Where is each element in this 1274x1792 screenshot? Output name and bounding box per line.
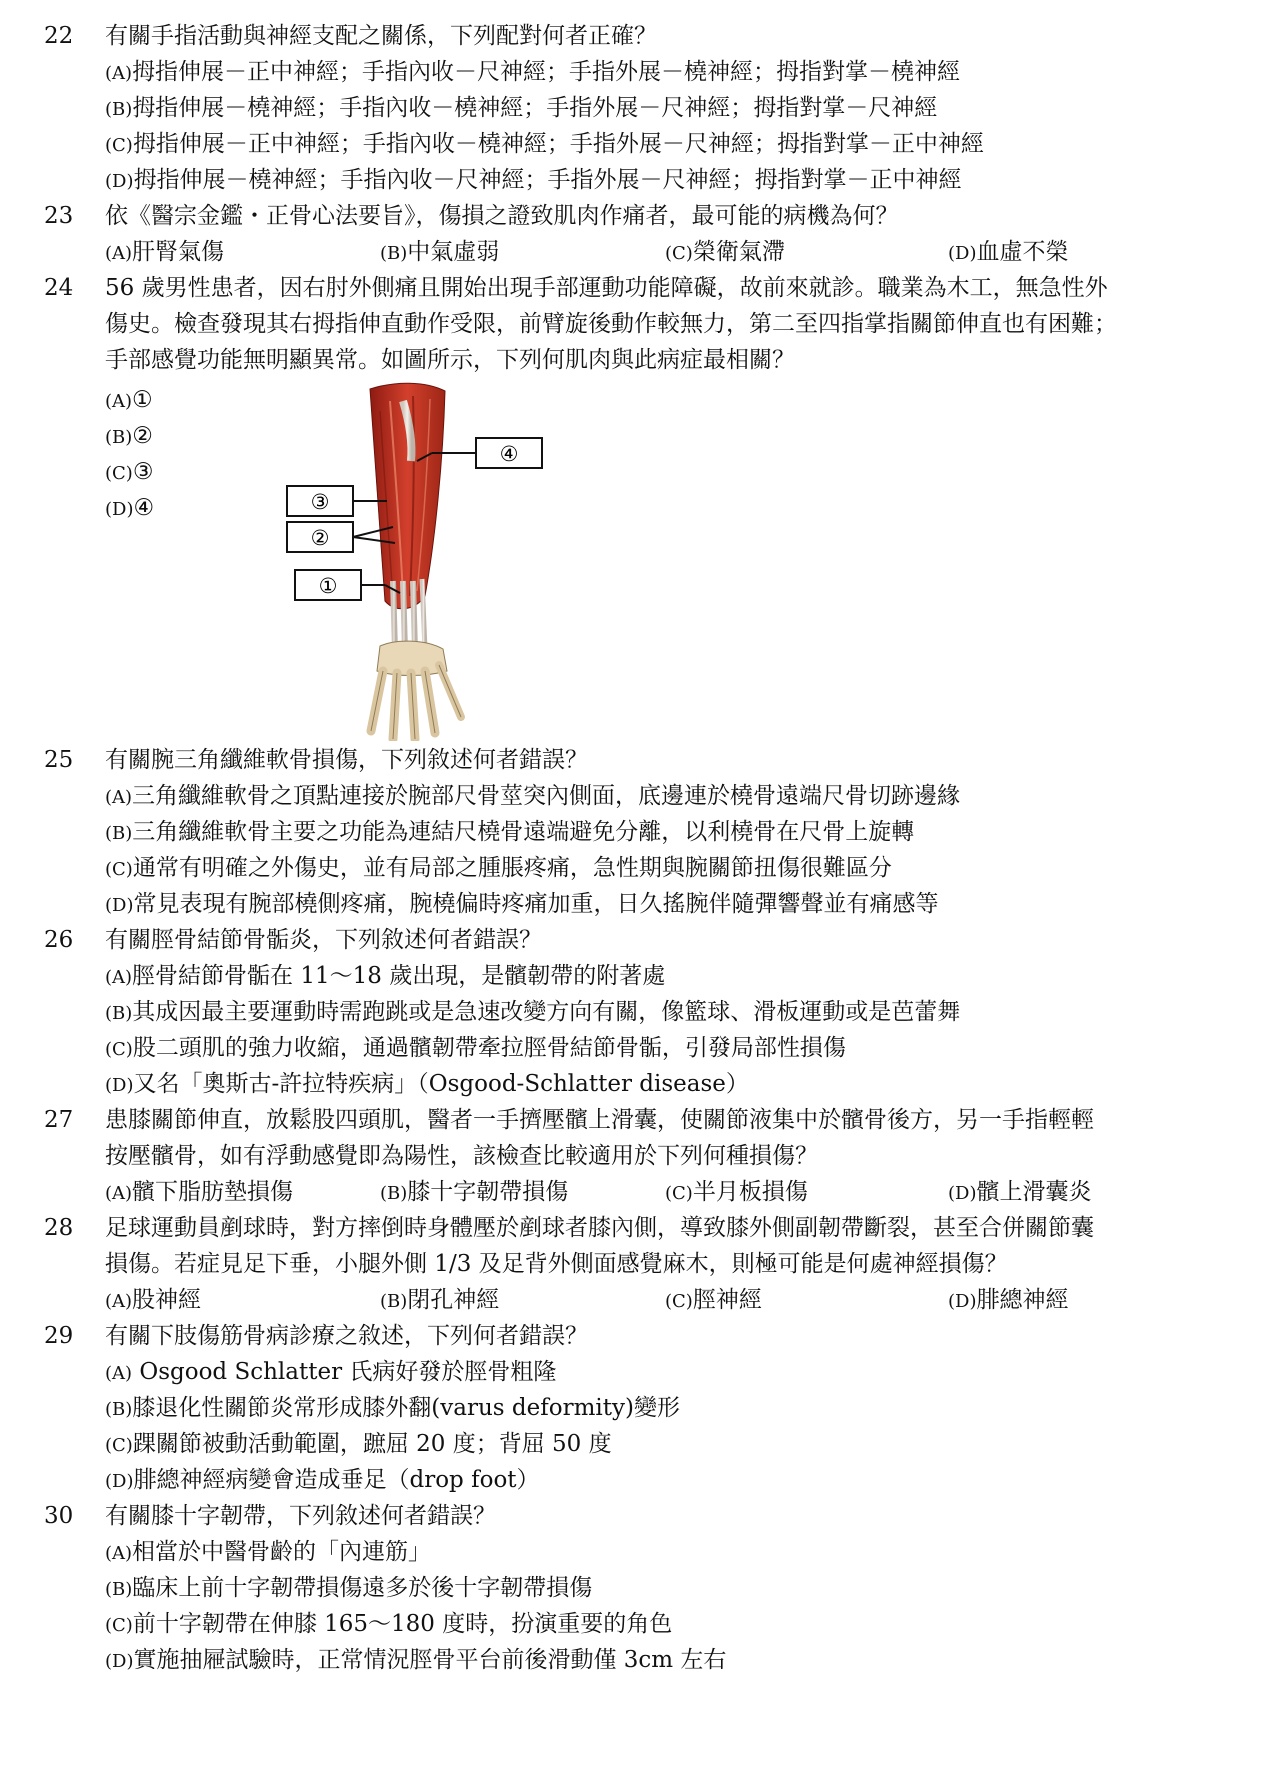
option-a[interactable]: (A) Osgood Schlatter 氏病好發於脛骨粗隆 <box>105 1359 557 1385</box>
option-b[interactable]: (B)其成因最主要運動時需跑跳或是急速改變方向有關，像籃球、滑板運動或是芭蕾舞 <box>105 999 961 1025</box>
option-b[interactable]: (B)膝十字韌帶損傷 <box>380 1179 569 1205</box>
question-number: 25 <box>44 747 74 773</box>
option-c[interactable]: (C)股二頭肌的強力收縮，通過髕韌帶牽拉脛骨結節骨骺，引發局部性損傷 <box>105 1035 846 1061</box>
option-d[interactable]: (D)髕上滑囊炎 <box>948 1179 1092 1205</box>
question-stem: 有關膝十字韌帶，下列敘述何者錯誤？ <box>105 1503 496 1529</box>
label-3: ③ <box>310 490 330 514</box>
option-d[interactable]: (D)實施抽屜試驗時，正常情況脛骨平台前後滑動僅 3cm 左右 <box>105 1647 727 1673</box>
option-d[interactable]: (D)④ <box>105 495 155 521</box>
option-d[interactable]: (D)常見表現有腕部橈側疼痛，腕橈偏時疼痛加重，日久搖腕伴隨彈響聲並有痛感等 <box>105 891 939 917</box>
option-b[interactable]: (B)臨床上前十字韌帶損傷遠多於後十字韌帶損傷 <box>105 1575 593 1601</box>
option-b[interactable]: (B)三角纖維軟骨主要之功能為連結尺橈骨遠端避免分離，以利橈骨在尺骨上旋轉 <box>105 819 915 845</box>
option-d[interactable]: (D)腓總神經 <box>948 1287 1069 1313</box>
option-b[interactable]: (B)拇指伸展－橈神經；手指內收－橈神經；手指外展－尺神經；拇指對掌－尺神經 <box>105 95 938 121</box>
option-b[interactable]: (B)② <box>105 423 153 449</box>
option-a[interactable]: (A)股神經 <box>105 1287 202 1313</box>
question-stem: 有關脛骨結節骨骺炎，下列敘述何者錯誤？ <box>105 927 542 953</box>
option-d[interactable]: (D)又名「奧斯古-許拉特疾病」（Osgood-Schlatter disease） <box>105 1071 749 1097</box>
option-d[interactable]: (D)腓總神經病變會造成垂足（drop foot） <box>105 1467 540 1493</box>
question-number: 29 <box>44 1323 74 1349</box>
option-d[interactable]: (D)拇指伸展－橈神經；手指內收－尺神經；手指外展－尺神經；拇指對掌－正中神經 <box>105 167 962 193</box>
question-stem-line: 患膝關節伸直，放鬆股四頭肌，醫者一手擠壓髕上滑囊，使關節液集中於髕骨後方，另一手指輕輕 <box>105 1107 1094 1133</box>
question-stem-line: 56 歲男性患者，因右肘外側痛且開始出現手部運動功能障礙，故前來就診。職業為木工，無急性外 <box>105 275 1108 301</box>
option-c[interactable]: (C)半月板損傷 <box>665 1179 808 1205</box>
option-c[interactable]: (C)脛神經 <box>665 1287 762 1313</box>
forearm-muscle-figure <box>285 381 615 741</box>
question-number: 22 <box>44 23 74 49</box>
question-number: 30 <box>44 1503 74 1529</box>
label-1: ① <box>318 574 338 598</box>
question-stem-line: 損傷。若症見足下垂，小腿外側 1/3 及足背外側面感覺麻木，則極可能是何處神經損傷？ <box>105 1251 1008 1277</box>
option-a[interactable]: (A)相當於中醫骨齡的「內連筋」 <box>105 1539 432 1565</box>
question-number: 24 <box>44 275 74 301</box>
option-b[interactable]: (B)閉孔神經 <box>380 1287 500 1313</box>
option-b[interactable]: (B)膝退化性關節炎常形成膝外翻(varus deformity)變形 <box>105 1395 680 1421</box>
option-a[interactable]: (A)肝腎氣傷 <box>105 239 225 265</box>
label-4: ④ <box>499 442 519 466</box>
option-c[interactable]: (C)通常有明確之外傷史，並有局部之腫脹疼痛，急性期與腕關節扭傷很難區分 <box>105 855 892 881</box>
option-a[interactable]: (A)① <box>105 387 153 413</box>
option-a[interactable]: (A)三角纖維軟骨之頂點連接於腕部尺骨莖突內側面，底邊連於橈骨遠端尺骨切跡邊緣 <box>105 783 961 809</box>
option-c[interactable]: (C)踝關節被動活動範圍，蹠屈 20 度；背屈 50 度 <box>105 1431 612 1457</box>
question-stem-line: 傷史。檢查發現其右拇指伸直動作受限，前臂旋後動作較無力，第二至四指掌指關節伸直也有困難； <box>105 311 1117 337</box>
question-number: 26 <box>44 927 74 953</box>
option-a[interactable]: (A)拇指伸展－正中神經；手指內收－尺神經；手指外展－橈神經；拇指對掌－橈神經 <box>105 59 961 85</box>
option-c[interactable]: (C)拇指伸展－正中神經；手指內收－橈神經；手指外展－尺神經；拇指對掌－正中神經 <box>105 131 984 157</box>
question-stem: 有關下肢傷筋骨病診療之敘述，下列何者錯誤？ <box>105 1323 588 1349</box>
question-stem: 依《醫宗金鑑・正骨心法要旨》，傷損之證致肌肉作痛者，最可能的病機為何？ <box>105 203 899 229</box>
question-number: 23 <box>44 203 74 229</box>
question-stem: 有關腕三角纖維軟骨損傷，下列敘述何者錯誤？ <box>105 747 588 773</box>
question-stem-line: 手部感覺功能無明顯異常。如圖所示，下列何肌肉與此病症最相關？ <box>105 347 795 373</box>
question-stem: 有關手指活動與神經支配之關係，下列配對何者正確？ <box>105 23 657 49</box>
option-c[interactable]: (C)榮衛氣滯 <box>665 239 785 265</box>
option-a[interactable]: (A)脛骨結節骨骺在 11～18 歲出現，是髕韌帶的附著處 <box>105 963 666 989</box>
option-b[interactable]: (B)中氣虛弱 <box>380 239 500 265</box>
label-2: ② <box>310 526 330 550</box>
option-a[interactable]: (A)髕下脂肪墊損傷 <box>105 1179 294 1205</box>
question-stem-line: 足球運動員剷球時，對方摔倒時身體壓於剷球者膝內側，導致膝外側副韌帶斷裂，甚至合併關節囊 <box>105 1215 1094 1241</box>
question-number: 27 <box>44 1107 74 1133</box>
option-d[interactable]: (D)血虛不榮 <box>948 239 1069 265</box>
forearm-illustration <box>285 381 615 741</box>
question-number: 28 <box>44 1215 74 1241</box>
option-c[interactable]: (C)前十字韌帶在伸膝 165～180 度時，扮演重要的角色 <box>105 1611 673 1637</box>
question-stem-line: 按壓髕骨，如有浮動感覺即為陽性，該檢查比較適用於下列何種損傷？ <box>105 1143 818 1169</box>
option-c[interactable]: (C)③ <box>105 459 154 485</box>
